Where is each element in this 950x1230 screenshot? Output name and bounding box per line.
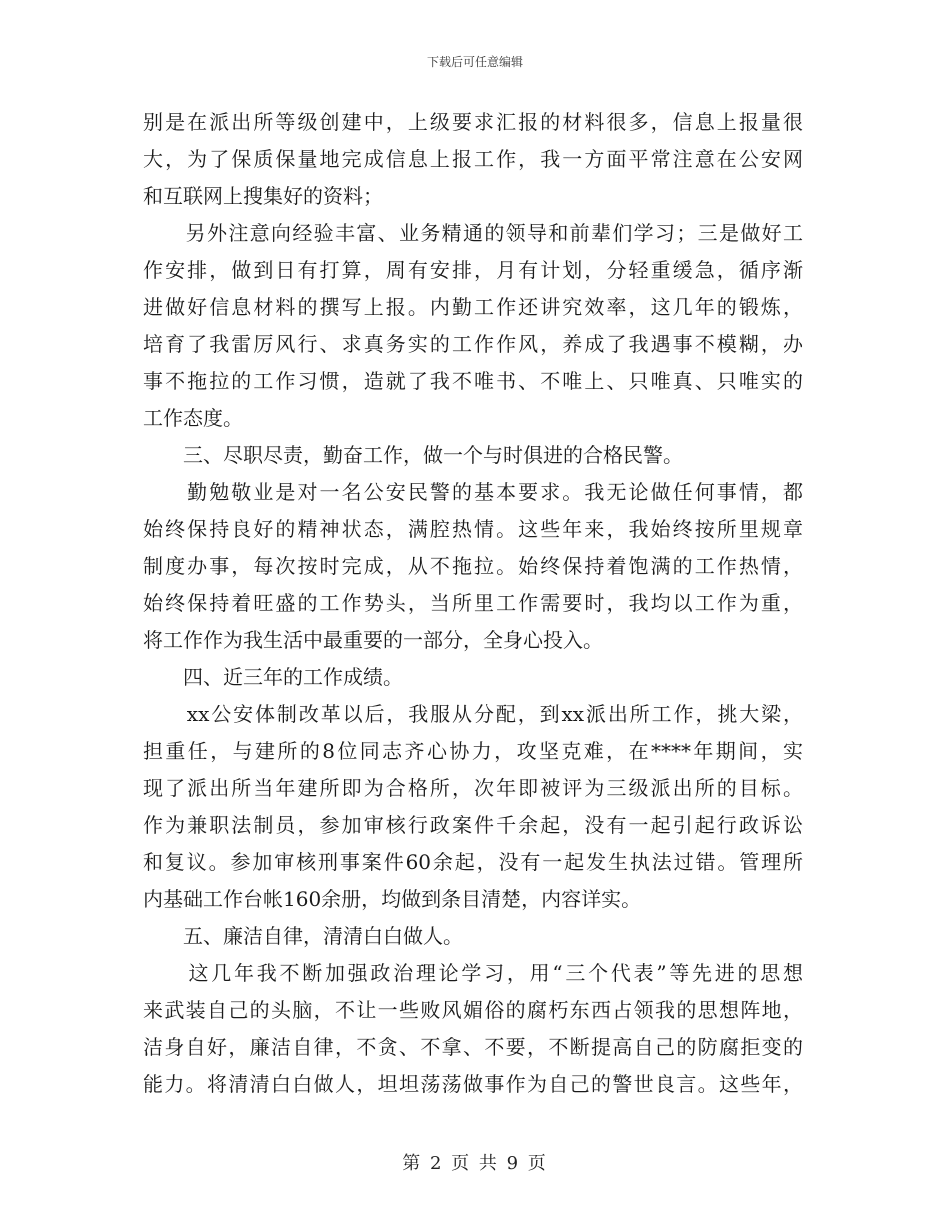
text-line-21: 和复议。参加审核刑事案件60余起，没有一起发生执法过错。管理所 [143, 850, 803, 874]
text-line-14: 始终保持着旺盛的工作势头，当所里工作需要时，我均以工作为重， [143, 591, 803, 615]
text-line-15: 将工作作为我生活中最重要的一部分，全身心投入。 [143, 628, 603, 652]
text-line-5: 作安排，做到日有打算，周有安排，月有计划，分轻重缓急，循序渐 [143, 258, 803, 282]
document-body [143, 104, 803, 1103]
text-line-2: 大，为了保质保量地完成信息上报工作，我一方面平常注意在公安网 [143, 147, 803, 171]
text-line-4: 另外注意向经验丰富、业务精通的领导和前辈们学习；三是做好工 [143, 221, 803, 245]
page-footer: 第 2 页 共 9 页 [402, 1153, 548, 1174]
text-line-27: 能力。将清清白白做人，坦坦荡荡做事作为自己的警世良言。这些年， [143, 1072, 803, 1096]
page-header: 下载后可任意编辑 [426, 55, 523, 69]
text-line-6: 进做好信息材料的撰写上报。内勤工作还讲究效率，这几年的锻炼， [143, 295, 803, 319]
section-heading-4: 四、近三年的工作成绩。 [143, 665, 403, 689]
text-line-9: 工作态度。 [143, 406, 243, 430]
text-line-18: 担重任，与建所的8位同志齐心协力，攻坚克难，在****年期间，实 [143, 739, 803, 763]
text-line-13: 制度办事，每次按时完成，从不拖拉。始终保持着饱满的工作热情， [143, 554, 803, 578]
text-line-7: 培育了我雷厉风行、求真务实的工作作风，养成了我遇事不模糊，办 [143, 332, 803, 356]
text-line-26: 洁身自好，廉洁自律，不贪、不拿、不要，不断提高自己的防腐拒变的 [143, 1035, 803, 1059]
text-line-17: xx公安体制改革以后，我服从分配，到xx派出所工作，挑大梁， [143, 702, 803, 726]
text-line-1: 别是在派出所等级创建中，上级要求汇报的材料很多，信息上报量很 [143, 110, 803, 134]
text-line-20: 作为兼职法制员，参加审核行政案件千余起，没有一起引起行政诉讼 [143, 813, 803, 837]
text-line-22: 内基础工作台帐160余册，均做到条目清楚，内容详实。 [143, 887, 642, 911]
section-heading-3: 三、尽职尽责，勤奋工作，做一个与时俱进的合格民警。 [143, 443, 683, 467]
section-heading-5: 五、廉洁自律，清清白白做人。 [143, 924, 463, 948]
text-line-11: 勤勉敬业是对一名公安民警的基本要求。我无论做任何事情，都 [143, 480, 803, 504]
text-line-24: 这几年我不断加强政治理论学习，用“三个代表”等先进的思想 [143, 961, 803, 985]
text-line-25: 来武装自己的头脑，不让一些败风媚俗的腐朽东西占领我的思想阵地， [143, 998, 803, 1022]
text-line-3: 和互联网上搜集好的资料； [143, 184, 383, 208]
text-line-19: 现了派出所当年建所即为合格所，次年即被评为三级派出所的目标。 [143, 776, 803, 800]
text-line-12: 始终保持良好的精神状态，满腔热情。这些年来，我始终按所里规章 [143, 517, 803, 541]
text-line-8: 事不拖拉的工作习惯，造就了我不唯书、不唯上、只唯真、只唯实的 [143, 369, 803, 393]
